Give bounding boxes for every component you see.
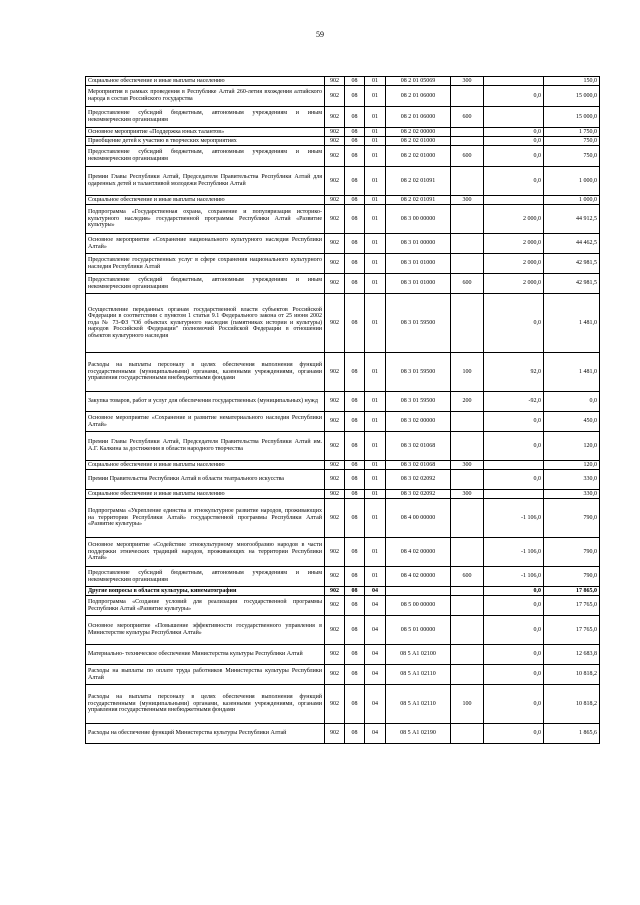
table-row [86,470,600,490]
row-change: 2 000,0 [484,254,544,274]
row-total: 44 912,5 [544,205,600,234]
row-csr: 08 5 01 00000 [386,616,451,645]
row-ved: 902 [325,645,345,665]
row-csr: 08 3 01 01000 [386,274,451,294]
row-total: 150,0 [544,77,600,86]
row-change: 0,0 [484,685,544,724]
row-pr: 01 [365,77,386,86]
row-csr: 08 3 02 01068 [386,461,451,470]
row-pr: 01 [365,538,386,567]
table-row [86,167,600,196]
row-vr [451,538,484,567]
table-row [86,587,600,596]
table-row [86,137,600,146]
row-ved: 902 [325,412,345,432]
row-change: 2 000,0 [484,205,544,234]
row-vr: 600 [451,567,484,587]
row-rz: 08 [345,461,365,470]
row-vr: 100 [451,353,484,392]
row-change: -1 106,0 [484,567,544,587]
row-csr: 08 3 00 00000 [386,205,451,234]
row-rz: 08 [345,412,365,432]
row-change: 2 000,0 [484,274,544,294]
table-row [86,665,600,685]
row-pr: 01 [365,86,386,107]
row-csr: 08 2 01 06000 [386,86,451,107]
row-pr: 01 [365,392,386,412]
row-vr [451,470,484,490]
row-name: Социальное обеспечение и иные выплаты населению [86,77,325,86]
row-vr: 200 [451,392,484,412]
row-vr [451,128,484,137]
table-row [86,392,600,412]
row-name: Предоставление субсидий бюджетным, автономным учреждениям и иным некоммерческим организациям [86,274,325,294]
row-name: Премии Правительства Республики Алтай в области театрального искусства [86,470,325,490]
row-change: 0,0 [484,137,544,146]
row-rz: 08 [345,137,365,146]
row-name: Приобщение детей к участию в творческих мероприятиях [86,137,325,146]
table-row [86,645,600,665]
row-vr [451,137,484,146]
row-ved: 902 [325,137,345,146]
row-csr: 08 2 01 06000 [386,107,451,128]
row-csr: 08 5 А1 02190 [386,724,451,744]
row-total: 42 981,5 [544,254,600,274]
row-pr: 01 [365,499,386,538]
table-row [86,461,600,470]
row-ved: 902 [325,616,345,645]
row-pr: 01 [365,128,386,137]
row-csr: 08 3 02 02092 [386,490,451,499]
table-row [86,196,600,205]
row-change: 0,0 [484,146,544,167]
row-name: Подпрограмма «Укрепление единства и этнокультурное развитие народов, проживающих на территории Республики Алтай» государственной программы Республики Алтай «Развитие культуры» [86,499,325,538]
row-vr: 600 [451,274,484,294]
row-csr: 08 4 00 00000 [386,499,451,538]
table-row [86,616,600,645]
table-row [86,685,600,724]
row-csr: 08 3 02 01068 [386,432,451,461]
row-rz: 08 [345,499,365,538]
row-rz: 08 [345,587,365,596]
row-name: Расходы на выплаты персоналу в целях обеспечения выполнения функций государственными (муниципальными) органами, казенными учреждениями, органами управления государственными внебюджетными фондами [86,353,325,392]
row-vr: 300 [451,461,484,470]
table-row [86,294,600,353]
table-row [86,274,600,294]
table-row [86,412,600,432]
row-csr: 08 3 01 59500 [386,294,451,353]
row-change [484,461,544,470]
row-vr [451,616,484,645]
row-pr: 04 [365,645,386,665]
row-rz: 08 [345,432,365,461]
row-change: 92,0 [484,353,544,392]
row-rz: 08 [345,205,365,234]
row-change: 2 000,0 [484,234,544,254]
row-ved: 902 [325,724,345,744]
row-total: 790,0 [544,567,600,587]
row-ved: 902 [325,234,345,254]
row-change: 0,0 [484,596,544,616]
row-vr [451,499,484,538]
row-total: 0,0 [544,392,600,412]
row-ved: 902 [325,499,345,538]
row-ved: 902 [325,146,345,167]
row-rz: 08 [345,146,365,167]
row-name: Социальное обеспечение и иные выплаты населению [86,461,325,470]
row-rz: 08 [345,167,365,196]
table-row [86,596,600,616]
row-pr: 01 [365,137,386,146]
row-total: 15 000,0 [544,86,600,107]
row-name: Предоставление государственных услуг в сфере сохранения национального культурного наследия Республики Алтай [86,254,325,274]
row-csr: 08 5 00 00000 [386,596,451,616]
row-ved: 902 [325,470,345,490]
row-rz: 08 [345,294,365,353]
row-csr: 08 3 02 02092 [386,470,451,490]
row-pr: 01 [365,146,386,167]
row-change: -1 106,0 [484,538,544,567]
row-ved: 902 [325,432,345,461]
row-name: Подпрограмма «Создание условий для реализации государственной программы Республики Алтай «Развитие культуры» [86,596,325,616]
row-rz: 08 [345,724,365,744]
row-ved: 902 [325,254,345,274]
row-pr: 01 [365,412,386,432]
row-rz: 08 [345,274,365,294]
row-ved: 902 [325,665,345,685]
row-vr [451,412,484,432]
row-ved: 902 [325,294,345,353]
row-name: Осуществление переданных органам государственной власти субъектов Российской Федерации в соответствии с пунктом 1 статьи 9.1 Федерального закона от 25 июня 2002 года № 73-ФЗ "Об объектах культурного наследия (памятниках истории и культуры) народов Российской Федерации" полномочий Российской Федерации в отношении объектов культурного наследия [86,294,325,353]
row-rz: 08 [345,490,365,499]
row-csr: 08 4 02 00000 [386,538,451,567]
row-pr: 04 [365,724,386,744]
table-row [86,567,600,587]
row-vr: 300 [451,77,484,86]
row-vr [451,294,484,353]
row-csr: 08 2 01 05069 [386,77,451,86]
row-ved: 902 [325,567,345,587]
row-rz: 08 [345,645,365,665]
row-pr: 01 [365,470,386,490]
table-row [86,77,600,86]
row-total: 1 000,0 [544,167,600,196]
row-pr: 01 [365,353,386,392]
row-pr: 01 [365,567,386,587]
row-ved: 902 [325,538,345,567]
row-rz: 08 [345,470,365,490]
row-change: 0,0 [484,167,544,196]
table-row [86,353,600,392]
row-change [484,196,544,205]
row-total: 450,0 [544,412,600,432]
row-vr [451,665,484,685]
row-ved: 902 [325,461,345,470]
row-change: -92,0 [484,392,544,412]
row-rz: 08 [345,567,365,587]
row-name: Другие вопросы в области культуры, кинематографии [86,587,325,596]
row-name: Материально- техническое обеспечение Министерства культуры Республики Алтай [86,645,325,665]
row-name: Подпрограмма «Государственная охрана, сохранение и популяризация историко-культурного наследия» государственной программы Республики Алтай «Развитие культуры» [86,205,325,234]
table-row [86,146,600,167]
row-change: 0,0 [484,724,544,744]
row-csr: 08 3 01 00000 [386,234,451,254]
row-rz: 08 [345,538,365,567]
row-pr: 01 [365,274,386,294]
row-vr: 300 [451,196,484,205]
row-name: Закупка товаров, работ и услуг для обеспечения государственных (муниципальных) нужд [86,392,325,412]
row-name: Мероприятия в рамках проведения в Республике Алтай 260-летия вхождения алтайского народа в состав Российского государства [86,86,325,107]
row-csr: 08 3 01 59500 [386,353,451,392]
row-vr [451,167,484,196]
row-change [484,107,544,128]
row-name: Основное мероприятие «Поддержка юных талантов» [86,128,325,137]
row-rz: 08 [345,86,365,107]
row-rz: 08 [345,353,365,392]
row-total: 1 481,0 [544,294,600,353]
row-total: 330,0 [544,470,600,490]
row-vr: 600 [451,107,484,128]
row-total: 12 683,8 [544,645,600,665]
table-row [86,128,600,137]
row-vr [451,645,484,665]
row-change [484,490,544,499]
row-pr: 01 [365,254,386,274]
row-ved: 902 [325,392,345,412]
row-ved: 902 [325,86,345,107]
table-row [86,499,600,538]
row-pr: 04 [365,665,386,685]
row-rz: 08 [345,392,365,412]
row-total: 1 000,0 [544,196,600,205]
row-csr: 08 3 02 00000 [386,412,451,432]
row-ved: 902 [325,167,345,196]
row-total: 44 462,5 [544,234,600,254]
row-change: 0,0 [484,587,544,596]
row-rz: 08 [345,77,365,86]
table-row [86,107,600,128]
row-vr [451,234,484,254]
row-ved: 902 [325,353,345,392]
table-row [86,490,600,499]
row-vr [451,205,484,234]
row-pr: 04 [365,587,386,596]
row-total: 120,0 [544,432,600,461]
row-vr: 100 [451,685,484,724]
row-ved: 902 [325,205,345,234]
row-ved: 902 [325,128,345,137]
row-total: 1 750,0 [544,128,600,137]
row-total: 330,0 [544,490,600,499]
row-csr: 08 2 02 01000 [386,146,451,167]
row-change: 0,0 [484,616,544,645]
row-pr: 04 [365,596,386,616]
table-row [86,254,600,274]
row-name: Предоставление субсидий бюджетным, автономным учреждениям и иным некоммерческим организациям [86,146,325,167]
row-rz: 08 [345,196,365,205]
row-csr: 08 2 02 01091 [386,167,451,196]
row-change: 0,0 [484,294,544,353]
row-rz: 08 [345,234,365,254]
row-total: 1 865,6 [544,724,600,744]
row-vr [451,432,484,461]
row-rz: 08 [345,107,365,128]
row-name: Расходы на обеспечение функций Министерства культуры Республики Алтай [86,724,325,744]
row-change: 0,0 [484,665,544,685]
row-name: Основное мероприятие «Повышение эффективности государственного управления в Министерстве культуры Республики Алтай» [86,616,325,645]
row-rz: 08 [345,616,365,645]
row-ved: 902 [325,587,345,596]
row-total: 10 818,2 [544,665,600,685]
row-total: 750,0 [544,137,600,146]
row-ved: 902 [325,274,345,294]
row-ved: 902 [325,77,345,86]
row-vr: 300 [451,490,484,499]
row-vr [451,254,484,274]
table-row [86,724,600,744]
row-pr: 01 [365,167,386,196]
row-rz: 08 [345,254,365,274]
row-csr: 08 4 02 00000 [386,567,451,587]
row-rz: 08 [345,685,365,724]
row-change: 0,0 [484,645,544,665]
row-pr: 04 [365,616,386,645]
row-change: 0,0 [484,470,544,490]
table-row [86,234,600,254]
row-ved: 902 [325,685,345,724]
row-vr [451,86,484,107]
row-name: Предоставление субсидий бюджетным, автономным учреждениям и иным некоммерческим организациям [86,567,325,587]
row-name: Социальное обеспечение и иные выплаты населению [86,196,325,205]
row-ved: 902 [325,196,345,205]
row-name: Основное мероприятие «Содействие этнокультурному многообразию народов в части поддержки этнических традиций народов, проживающих на территории Республики Алтай» [86,538,325,567]
row-csr: 08 2 02 00000 [386,128,451,137]
row-name: Премии Главы Республики Алтай, Председателя Правительства Республики Алтай для одаренных детей и талантливой молодежи Республики Алтай [86,167,325,196]
row-name: Премии Главы Республики Алтай, Председателя Правительства Республики Алтай им. А.Г. Калкина за достижения в области народного творчества [86,432,325,461]
row-csr: 08 3 01 59500 [386,392,451,412]
row-total: 42 981,5 [544,274,600,294]
row-name: Основное мероприятие «Сохранение и развитие нематериального наследия Республики Алтай» [86,412,325,432]
row-name: Предоставление субсидий бюджетным, автономным учреждениям и иным некоммерческим организациям [86,107,325,128]
row-csr: 08 5 А1 02100 [386,645,451,665]
row-total: 10 818,2 [544,685,600,724]
row-vr [451,724,484,744]
row-csr: 08 2 02 01000 [386,137,451,146]
table-row [86,205,600,234]
row-ved: 902 [325,490,345,499]
row-pr: 04 [365,685,386,724]
row-total: 17 765,0 [544,616,600,645]
row-ved: 902 [325,596,345,616]
row-pr: 01 [365,196,386,205]
row-pr: 01 [365,107,386,128]
row-vr [451,587,484,596]
row-name: Расходы на выплаты персоналу в целях обеспечения выполнения функций государственными (муниципальными) органами, казенными учреждениями, органами управления государственными внебюджетными фондами [86,685,325,724]
row-total: 750,0 [544,146,600,167]
row-csr: 08 5 А1 02110 [386,685,451,724]
row-name: Основное мероприятие «Сохранение национального культурного наследия Республики Алтай» [86,234,325,254]
table-row [86,86,600,107]
row-pr: 01 [365,432,386,461]
row-ved: 902 [325,107,345,128]
row-total: 17 765,0 [544,596,600,616]
row-change: 0,0 [484,128,544,137]
row-pr: 01 [365,234,386,254]
row-vr: 600 [451,146,484,167]
row-csr: 08 3 01 01000 [386,254,451,274]
row-total: 15 000,0 [544,107,600,128]
row-total: 120,0 [544,461,600,470]
row-pr: 01 [365,490,386,499]
row-total: 790,0 [544,538,600,567]
row-total: 1 481,0 [544,353,600,392]
row-csr [386,587,451,596]
row-name: Расходы на выплаты по оплате труда работников Министерства культуры Республики Алтай [86,665,325,685]
row-pr: 01 [365,205,386,234]
row-pr: 01 [365,461,386,470]
row-change [484,77,544,86]
row-rz: 08 [345,128,365,137]
row-vr [451,596,484,616]
table-row [86,432,600,461]
budget-table [85,76,600,744]
row-change: 0,0 [484,432,544,461]
row-csr: 08 5 А1 02110 [386,665,451,685]
table-row [86,538,600,567]
page-number: 59 [316,30,324,39]
row-pr: 01 [365,294,386,353]
row-csr: 08 2 02 01091 [386,196,451,205]
row-name: Социальное обеспечение и иные выплаты населению [86,490,325,499]
row-change: 0,0 [484,86,544,107]
row-total: 790,0 [544,499,600,538]
row-rz: 08 [345,596,365,616]
row-total: 17 865,0 [544,587,600,596]
row-rz: 08 [345,665,365,685]
row-change: -1 106,0 [484,499,544,538]
row-change: 0,0 [484,412,544,432]
